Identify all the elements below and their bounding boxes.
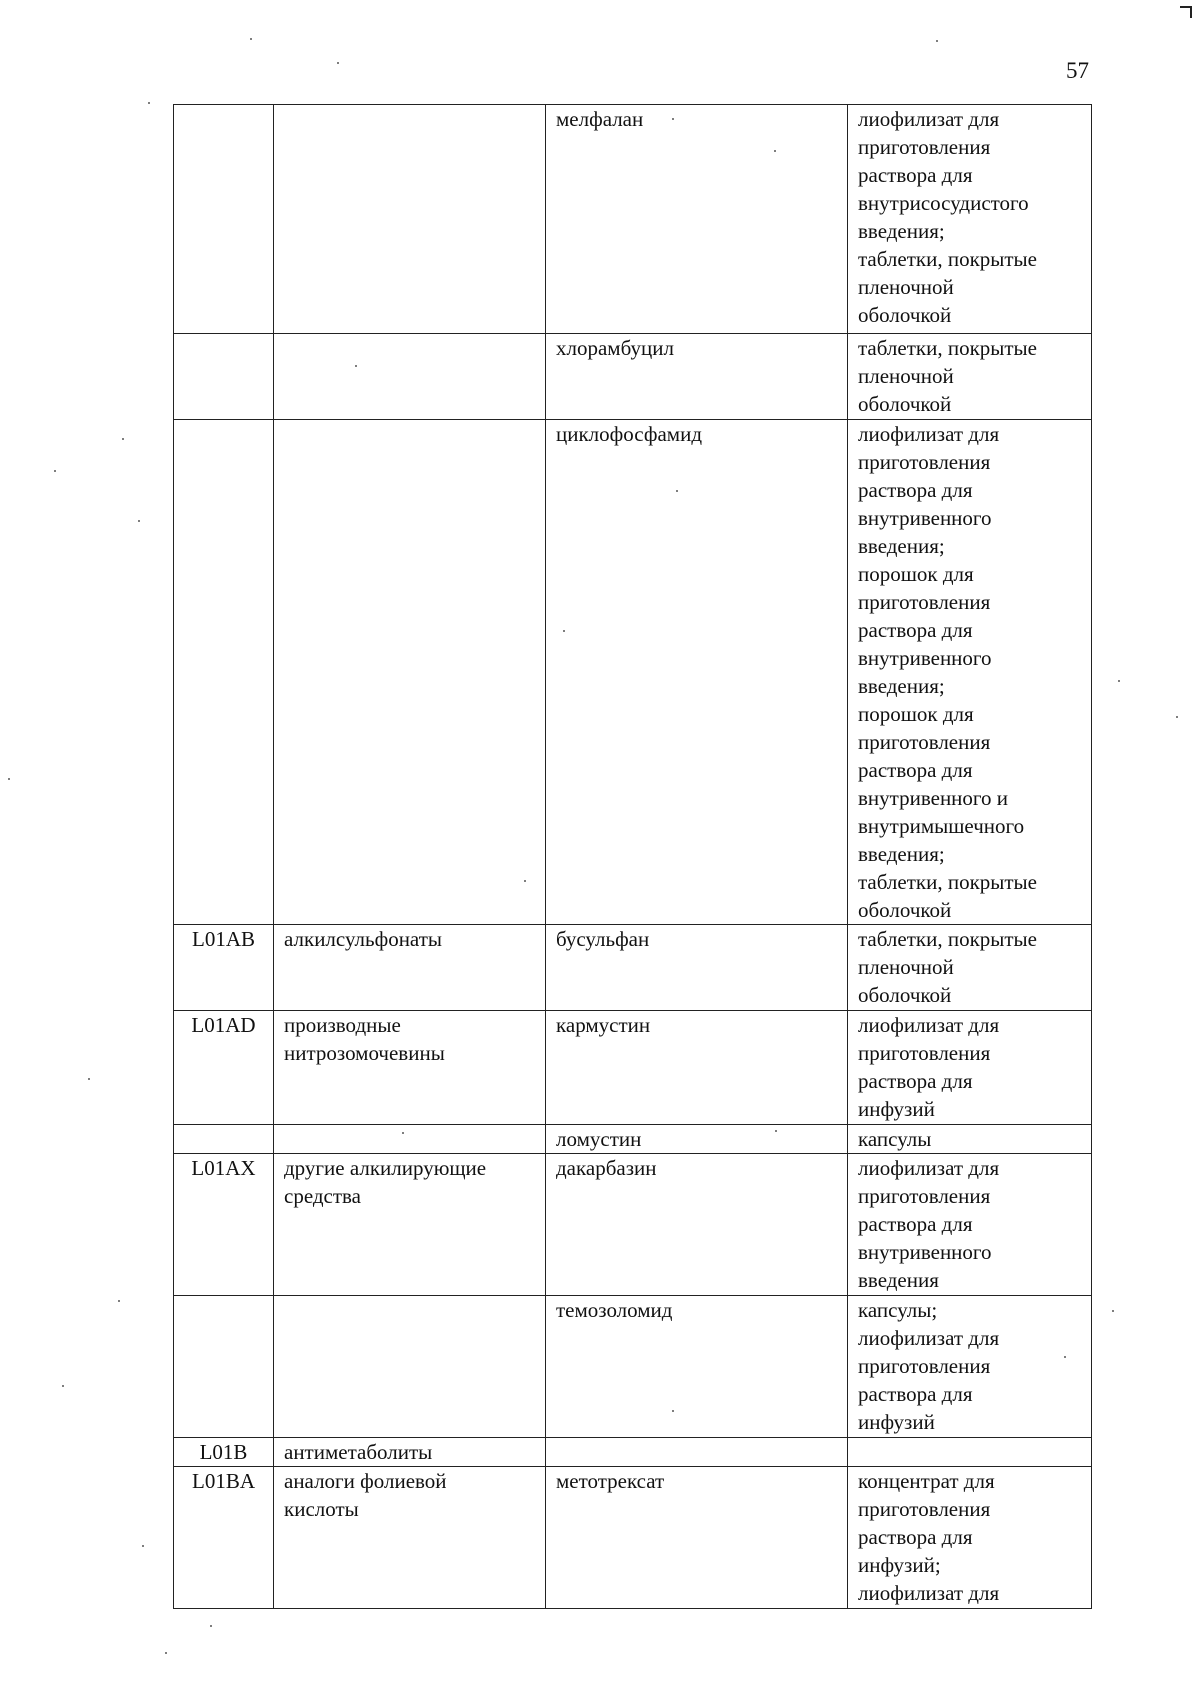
scan-speck [142, 1545, 144, 1547]
atc-code-cell [174, 334, 274, 420]
scan-speck [118, 1300, 120, 1302]
dosage-form-cell: лиофилизат для приготовления раствора для инфузий [848, 1011, 1092, 1125]
group-name-cell [274, 334, 546, 420]
scan-speck [1112, 1310, 1114, 1312]
drug-name-cell: мелфалан [546, 105, 848, 334]
dosage-form-cell: капсулы [848, 1125, 1092, 1154]
table-row [174, 1467, 1092, 1609]
atc-code-cell [174, 1125, 274, 1154]
scan-speck [672, 118, 674, 120]
group-name-cell: аналоги фолиевой кислоты [274, 1467, 546, 1609]
atc-code-cell: L01BA [174, 1467, 274, 1609]
table-row [174, 420, 1092, 925]
group-name-cell [274, 420, 546, 925]
scan-speck [774, 150, 776, 152]
table-row [174, 334, 1092, 420]
scan-speck [402, 1132, 404, 1134]
dosage-form-cell [848, 1438, 1092, 1467]
scan-speck [62, 1385, 64, 1387]
drug-name-cell [546, 1438, 848, 1467]
scan-speck [775, 1130, 777, 1132]
scan-speck [676, 490, 678, 492]
table-row [174, 1011, 1092, 1125]
group-name-cell: алкилсульфонаты [274, 925, 546, 1011]
dosage-form-cell: таблетки, покрытые пленочной оболочкой [848, 925, 1092, 1011]
scan-speck [936, 40, 938, 42]
scan-speck [672, 1410, 674, 1412]
scan-speck [210, 1625, 212, 1627]
table-row [174, 1154, 1092, 1296]
drug-name-cell: ломустин [546, 1125, 848, 1154]
group-name-cell: производные нитрозомочевины [274, 1011, 546, 1125]
table-row [174, 1438, 1092, 1467]
group-name-cell [274, 1125, 546, 1154]
drug-name-cell: метотрексат [546, 1467, 848, 1609]
group-name-cell: другие алкилирующие средства [274, 1154, 546, 1296]
drug-name-cell: кармустин [546, 1011, 848, 1125]
dosage-form-cell: лиофилизат для приготовления раствора для внутривенного введения; порошок для приготовления раствора для внутривенного введения; порошок для приготовления раствора для внутривенного и внутримышечного введения; таблетки, покрытые оболочкой [848, 420, 1092, 925]
page-number: 57 [1066, 58, 1089, 83]
scan-speck [165, 1652, 167, 1654]
atc-code-cell: L01AX [174, 1154, 274, 1296]
scan-speck [1064, 1356, 1066, 1358]
scan-speck [337, 62, 339, 64]
table-row [174, 1125, 1092, 1154]
scan-speck [138, 520, 140, 522]
atc-code-cell: L01AB [174, 925, 274, 1011]
scan-speck [1176, 716, 1178, 718]
drug-name-cell: хлорамбуцил [546, 334, 848, 420]
dosage-form-cell: капсулы; лиофилизат для приготовления раствора для инфузий [848, 1296, 1092, 1438]
drug-name-cell: темозоломид [546, 1296, 848, 1438]
atc-code-cell: L01B [174, 1438, 274, 1467]
scan-speck [122, 438, 124, 440]
drug-name-cell: бусульфан [546, 925, 848, 1011]
table-row [174, 1296, 1092, 1438]
drug-name-cell: дакарбазин [546, 1154, 848, 1296]
table-row [174, 105, 1092, 334]
scan-speck [250, 38, 252, 40]
atc-code-cell [174, 420, 274, 925]
atc-code-cell: L01AD [174, 1011, 274, 1125]
dosage-form-cell: концентрат для приготовления раствора для инфузий; лиофилизат для [848, 1467, 1092, 1609]
drug-name-cell: циклофосфамид [546, 420, 848, 925]
scan-speck [563, 630, 565, 632]
table-row [174, 925, 1092, 1011]
scan-speck [524, 880, 526, 882]
atc-code-cell [174, 1296, 274, 1438]
scan-speck [54, 470, 56, 472]
scan-speck [88, 1078, 90, 1080]
dosage-form-cell: таблетки, покрытые пленочной оболочкой [848, 334, 1092, 420]
scan-speck [1118, 680, 1120, 682]
scan-speck [355, 365, 357, 367]
corner-crop-mark [1180, 6, 1192, 18]
dosage-form-cell: лиофилизат для приготовления раствора для внутрисосудистого введения; таблетки, покрытые пленочной оболочкой [848, 105, 1092, 334]
scan-speck [148, 102, 150, 104]
group-name-cell [274, 105, 546, 334]
group-name-cell: антиметаболиты [274, 1438, 546, 1467]
group-name-cell [274, 1296, 546, 1438]
scan-speck [8, 778, 10, 780]
dosage-form-cell: лиофилизат для приготовления раствора для внутривенного введения [848, 1154, 1092, 1296]
drug-classification-table [173, 104, 1092, 1609]
atc-code-cell [174, 105, 274, 334]
